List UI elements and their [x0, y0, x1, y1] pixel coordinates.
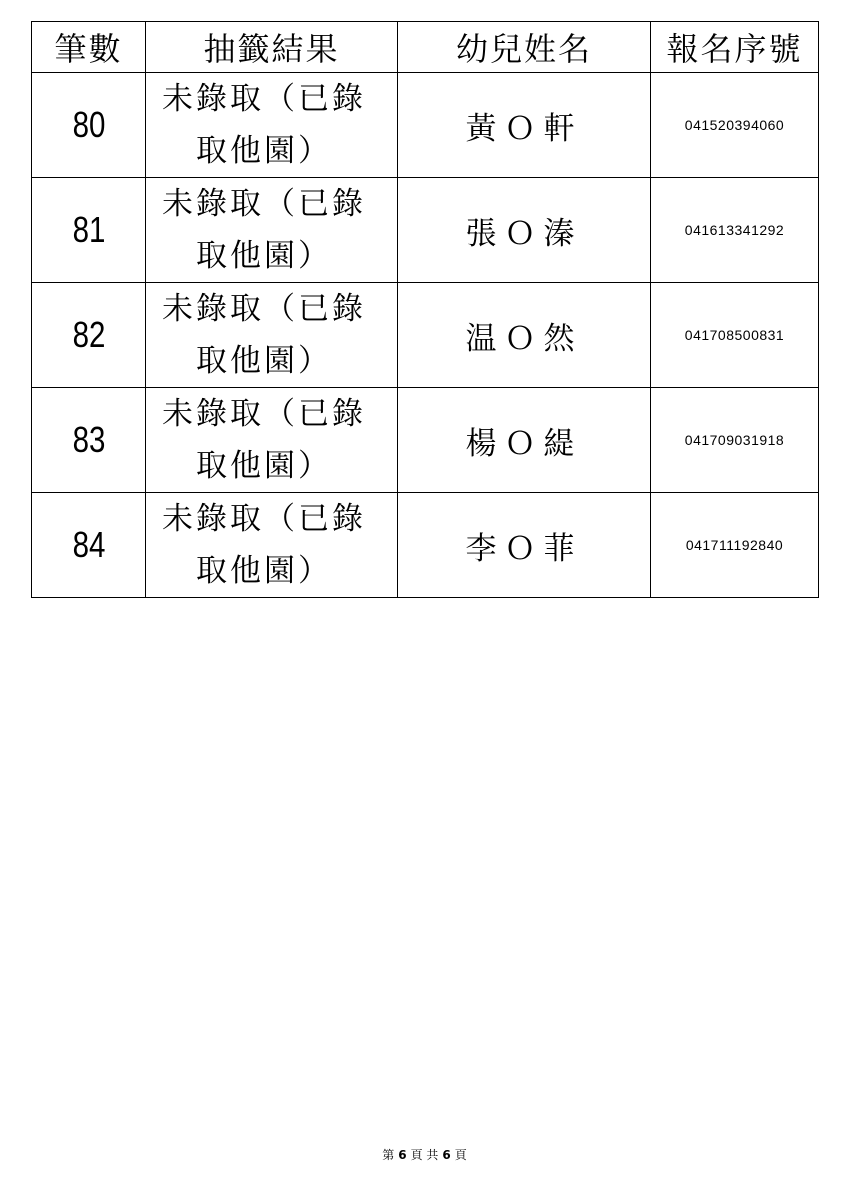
footer-middle: 頁 共: [410, 1148, 439, 1162]
row-child-name: 温Ｏ然: [398, 283, 651, 388]
row-result: [146, 73, 398, 178]
row-number: 80: [42, 73, 135, 178]
row-result-line1: 未錄取（已錄: [162, 186, 366, 222]
footer-page-number: 6: [398, 1148, 407, 1162]
row-result-line2: 取他園）: [196, 553, 332, 589]
row-number: 83: [42, 388, 135, 493]
table-row: [32, 283, 819, 388]
table-row: [32, 388, 819, 493]
results-table: [31, 21, 819, 598]
row-result-line1: 未錄取（已錄: [162, 291, 366, 327]
row-serial: 041613341292: [651, 178, 819, 283]
row-serial: 041520394060: [651, 73, 819, 178]
row-serial: 041709031918: [651, 388, 819, 493]
footer-suffix: 頁: [454, 1148, 467, 1162]
row-number: 84: [42, 493, 135, 598]
header-child-name: 幼兒姓名: [398, 22, 651, 73]
header-serial: 報名序號: [651, 22, 819, 73]
table-row: [32, 73, 819, 178]
table-header-row: [32, 22, 819, 73]
footer-total-pages: 6: [442, 1148, 451, 1162]
row-result-line2: 取他園）: [196, 448, 332, 484]
row-number: 82: [42, 283, 135, 388]
row-child-name: 李Ｏ菲: [398, 493, 651, 598]
row-child-name: 黃Ｏ軒: [398, 73, 651, 178]
row-result: [146, 283, 398, 388]
row-result: [146, 493, 398, 598]
footer-prefix: 第: [382, 1148, 395, 1162]
table-row: [32, 493, 819, 598]
header-count: 筆數: [32, 22, 146, 73]
header-result: 抽籤結果: [146, 22, 398, 73]
table-row: [32, 178, 819, 283]
row-result: [146, 178, 398, 283]
row-number: 81: [42, 178, 135, 283]
row-serial: 041711192840: [651, 493, 819, 598]
row-child-name: 張Ｏ溱: [398, 178, 651, 283]
row-serial: 041708500831: [651, 283, 819, 388]
row-result-line2: 取他園）: [196, 133, 332, 169]
row-result-line1: 未錄取（已錄: [162, 501, 366, 537]
row-result: [146, 388, 398, 493]
row-result-line1: 未錄取（已錄: [162, 396, 366, 432]
row-result-line2: 取他園）: [196, 343, 332, 379]
row-result-line2: 取他園）: [196, 238, 332, 274]
row-child-name: 楊Ｏ緹: [398, 388, 651, 493]
page-footer: [0, 1146, 849, 1163]
row-result-line1: 未錄取（已錄: [162, 81, 366, 117]
